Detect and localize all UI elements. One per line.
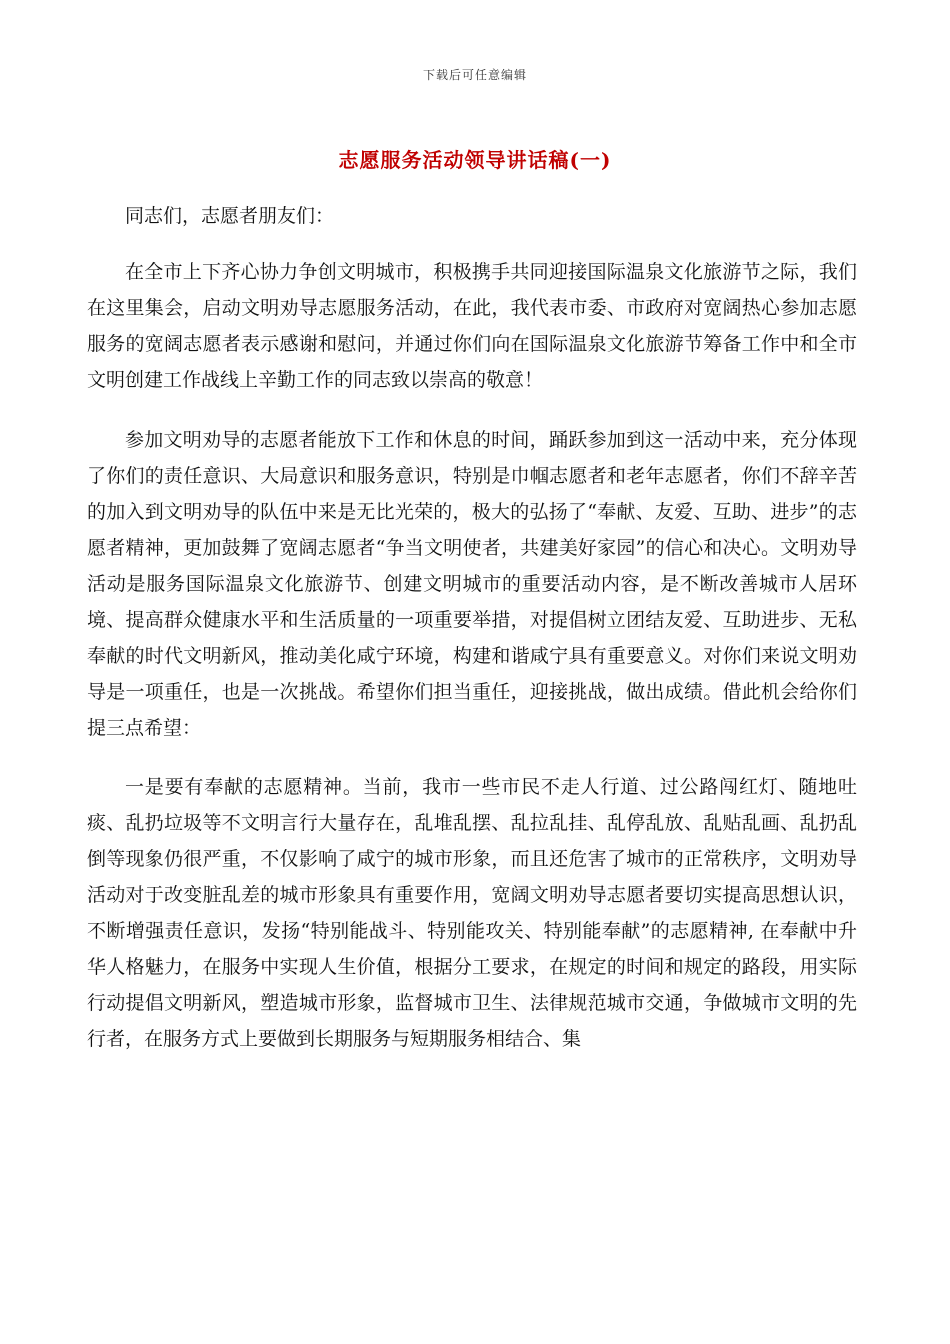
page-header-note: 下载后可任意编辑: [422, 68, 527, 82]
document-body: [87, 198, 857, 1057]
document-title: 志愿服务活动领导讲话稿(一): [338, 148, 612, 172]
greeting-line: 同志们，志愿者朋友们：: [125, 205, 335, 227]
paragraph-1: 在全市上下齐心协力争创文明城市，积极携手共同迎接国际温泉文化旅游节之际，我们在这里集会，启动文明劝导志愿服务活动，在此，我代表市委、市政府对宽阔热心参加志愿服务的宽阔志愿者表示感谢和慰问，并通过你们向在国际温泉文化旅游节筹备工作中和全市文明创建工作战线上辛勤工作的同志致以崇高的敬意！: [87, 261, 857, 391]
paragraph-2: 参加文明劝导的志愿者能放下工作和休息的时间，踊跃参加到这一活动中来，充分体现了你们的责任意识、大局意识和服务意识，特别是巾帼志愿者和老年志愿者，你们不辞辛苦的加入到文明劝导的队伍中来是无比光荣的，极大的弘扬了“奉献、友爱、互助、进步”的志愿者精神，更加鼓舞了宽阔志愿者“争当文明使者，共建美好家园”的信心和决心。文明劝导活动是服务国际温泉文化旅游节、创建文明城市的重要活动内容，是不断改善城市人居环境、提高群众健康水平和生活质量的一项重要举措，对提倡树立团结友爱、互助进步、无私奉献的时代文明新风，推动美化咸宁环境，构建和谐咸宁具有重要意义。对你们来说文明劝导是一项重任，也是一次挑战。希望你们担当重任，迎接挑战，做出成绩。借此机会给你们提三点希望：: [87, 429, 857, 739]
paragraph-3: 一是要有奉献的志愿精神。当前，我市一些市民不走人行道、过公路闯红灯、随地吐痰、乱扔垃圾等不文明言行大量存在，乱堆乱摆、乱拉乱挂、乱停乱放、乱贴乱画、乱扔乱倒等现象仍很严重，不仅影响了咸宁的城市形象，而且还危害了城市的正常秩序，文明劝导活动对于改变脏乱差的城市形象具有重要作用，宽阔文明劝导志愿者要切实提高思想认识，不断增强责任意识，发扬“特别能战斗、特别能攻关、特别能奉献”的志愿精神, 在奉献中升华人格魅力，在服务中实现人生价值，根据分工要求，在规定的时间和规定的路段，用实际行动提倡文明新风，塑造城市形象，监督城市卫生、法律规范城市交通，争做城市文明的先行者，在服务方式上要做到长期服务与短期服务相结合、集: [87, 776, 857, 1050]
